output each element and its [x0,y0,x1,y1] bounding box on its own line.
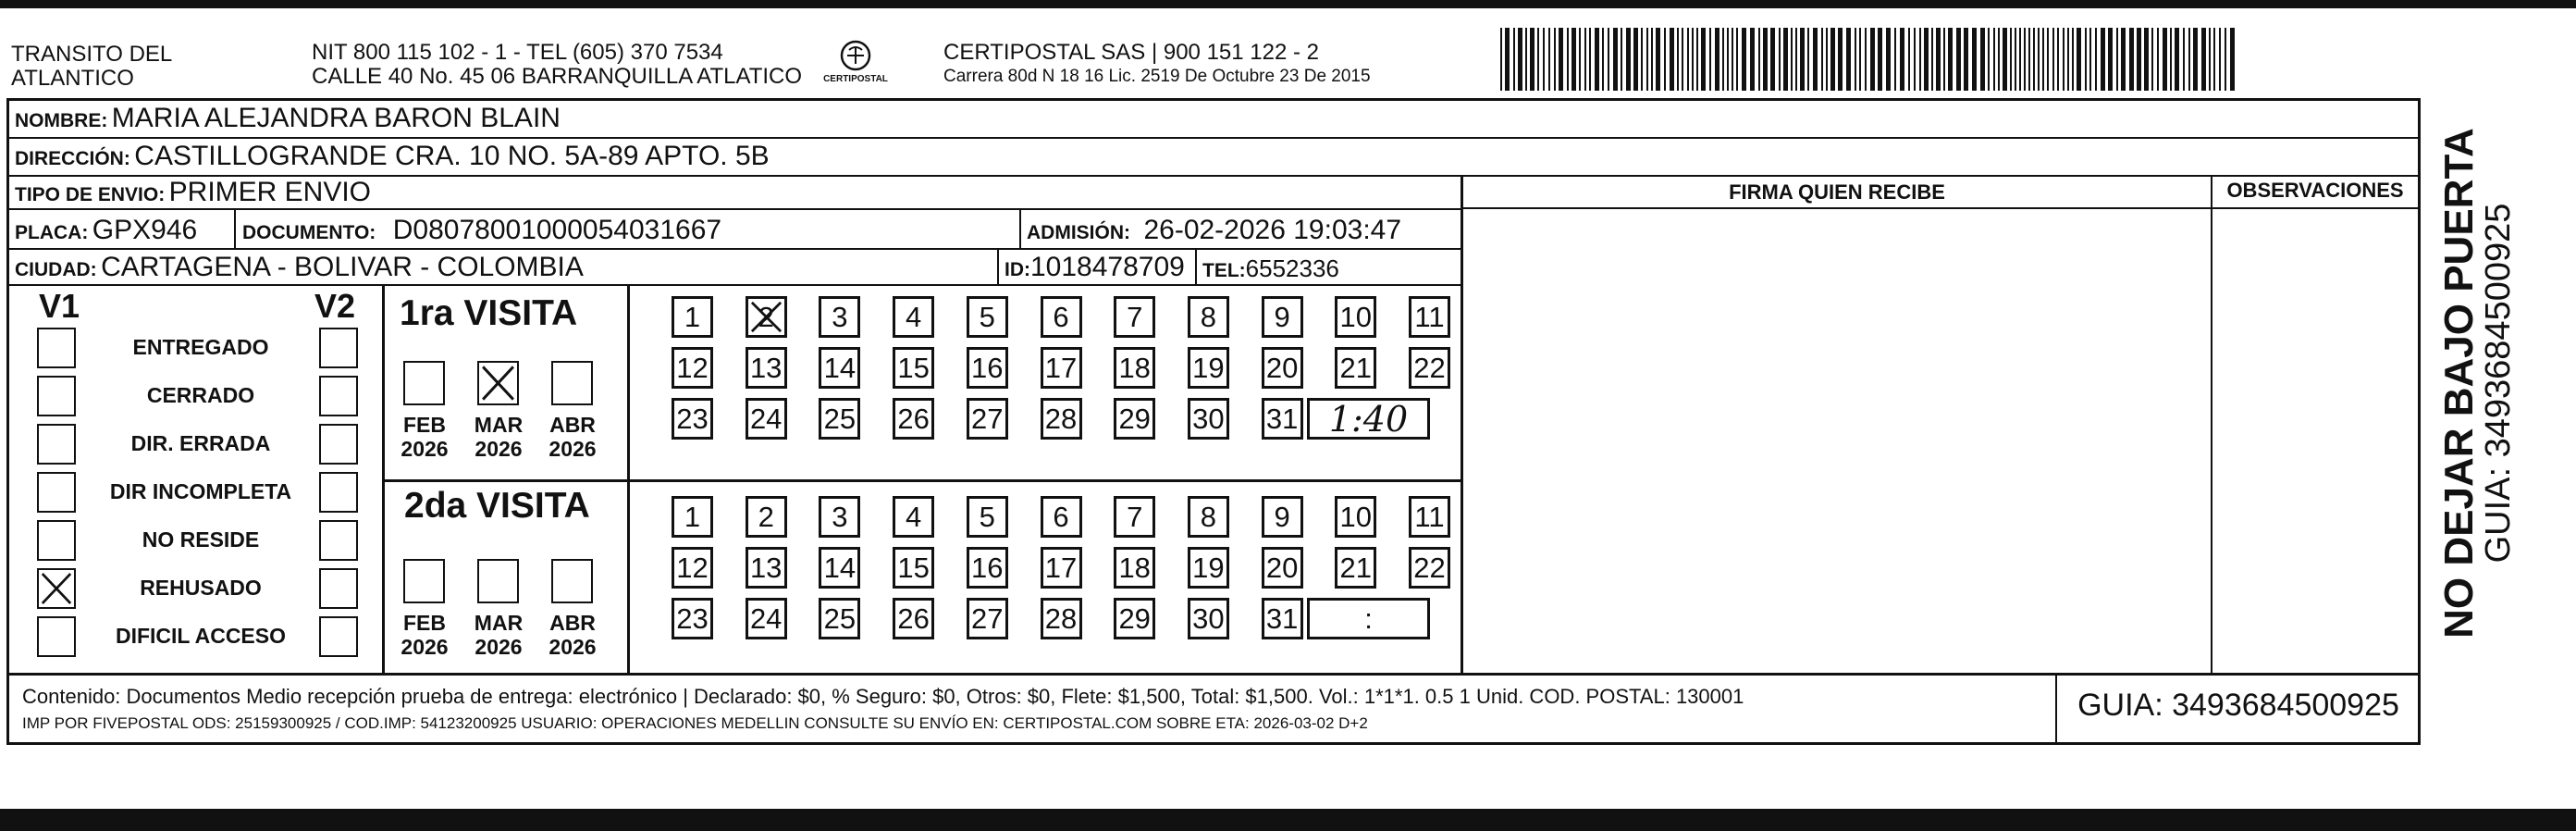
visit1-day-number: 1 [684,300,701,333]
visit2-day-box[interactable] [819,598,860,639]
nombre-value: MARIA ALEJANDRA BARON BLAIN [111,103,561,133]
visit2-day-box[interactable] [672,598,713,639]
footer-imp: IMP POR FIVEPOSTAL ODS: 25159300925 / COD.IMP: 54123200925 USUARIO: OPERACIONES MEDELLIN CONSULTE SU ENVÍO EN: CERTIPOSTAL.COM SOBRE ETA: 2026-03-02 D+2 [22,714,1368,732]
visit2-day-number: 29 [1118,602,1151,635]
org-line-2: ATLANTICO [11,66,134,91]
visit1-day-box[interactable] [746,347,787,389]
visit1-day-number: 29 [1118,402,1151,435]
visit1-day-box[interactable] [819,398,860,440]
placa-value: GPX946 [92,215,198,245]
signature-area[interactable] [1464,211,2210,672]
visit2-day-box[interactable] [1114,547,1155,589]
visit1-day-box[interactable] [746,296,787,338]
observaciones-divider [2211,175,2212,675]
logo-text: CERTIPOSTAL [823,74,888,84]
carrier-info [943,41,1371,89]
reason-label: DIFICIL ACCESO [115,624,286,648]
visit1-day-number: 30 [1192,402,1225,435]
visit2-day-box[interactable] [1409,496,1450,538]
visit1-day-number: 23 [676,402,709,435]
visit1-day-number: 28 [1044,402,1078,435]
month-check-mark [479,363,517,403]
visit1-day-number: 26 [897,402,930,435]
v1-checkbox[interactable] [37,376,76,416]
visit2-day-number: 2 [758,500,774,533]
bottom-border [0,809,2576,831]
tipo-value: PRIMER ENVIO [168,177,372,207]
visit2-day-box[interactable] [1409,547,1450,589]
v1-checkbox[interactable] [37,616,76,657]
visit1-day-number: 18 [1118,351,1151,384]
visit1-day-box[interactable] [1188,347,1229,389]
visit2-day-box[interactable] [1262,547,1303,589]
handwritten-time: 1:40 [1328,398,1409,440]
visit2-day-box[interactable] [967,547,1008,589]
visit1-day-box[interactable] [1188,296,1229,338]
visit1-day-box[interactable] [819,347,860,389]
placa-label: PLACA: [15,222,89,243]
visit1-day-number: 9 [1274,300,1290,333]
visit1-day-box[interactable] [1262,347,1303,389]
documento-value: D08078001000054031667 [392,215,722,245]
visit2-time-box[interactable] [1307,598,1430,639]
visit1-day-number: 25 [823,402,857,435]
day-check-mark [748,299,784,335]
reason-label: DIR. ERRADA [130,431,271,455]
visit1-day-number: 3 [832,300,848,333]
admision-label: ADMISIÓN: [1027,222,1130,243]
visit2-day-box[interactable] [893,598,934,639]
visit1-day-number: 31 [1265,402,1299,435]
visit2-day-number: 4 [905,500,922,533]
visit2-day-box[interactable] [967,496,1008,538]
visit2-day-box[interactable] [1188,598,1229,639]
visit2-day-box[interactable] [1114,496,1155,538]
visit1-day-number: 2 [758,300,774,333]
visit2-day-box[interactable] [746,598,787,639]
visit2-day-number: 9 [1274,500,1290,533]
visit2-day-number: 8 [1200,500,1217,533]
row-line-1 [6,137,2420,139]
v1-label: V1 [39,287,80,325]
visit2-day-number: 25 [823,602,857,635]
visit2-month-label: MAR 2026 [474,611,524,659]
visit1-day-number: 16 [971,351,1004,384]
visit2-day-number: 10 [1339,500,1373,533]
visit2-day-box[interactable] [967,598,1008,639]
visit2-title: 2da VISITA [404,486,590,526]
visit2-day-number: 5 [979,500,995,533]
visit1-day-box[interactable] [746,398,787,440]
visit2-day-box[interactable] [893,547,934,589]
tel-label: TEL: [1202,260,1246,281]
visit1-day-number: 8 [1200,300,1217,333]
visit1-month-label: ABR 2026 [548,413,597,461]
firma-left-divider [1461,175,1463,675]
visit1-day-box[interactable] [1409,296,1450,338]
top-border [0,0,2576,8]
visit1-day-number: 10 [1339,300,1373,333]
visit1-day-box[interactable] [1041,398,1082,440]
visit1-day-number: 22 [1413,351,1446,384]
reason-label: ENTREGADO [132,335,269,359]
org-contact [312,41,802,89]
visit1-day-number: 24 [749,402,783,435]
visit2-day-number: 28 [1044,602,1078,635]
form-border-top [6,98,2420,101]
visit1-day-number: 4 [905,300,922,333]
visit1-day-number: 21 [1339,351,1373,384]
visit1-day-box[interactable] [1335,347,1376,389]
visit2-day-box[interactable] [746,547,787,589]
reason-label: REHUSADO [140,576,262,600]
visit2-day-box[interactable] [1041,547,1082,589]
org-name [11,43,172,91]
footer-guia-divider [2055,673,2057,743]
ciudad-value: CARTAGENA - BOLIVAR - COLOMBIA [101,252,584,282]
visit1-month-checkbox[interactable] [477,361,519,405]
visit2-day-number: 15 [897,551,930,584]
org-address: CALLE 40 No. 45 06 BARRANQUILLA ATLATICO [312,64,803,89]
documento-label: DOCUMENTO: [242,222,376,243]
visit2-day-box[interactable] [1188,547,1229,589]
v2-checkbox[interactable] [319,328,358,368]
visit1-day-number: 13 [749,351,783,384]
side-guia: GUIA: 3493684500925 [2479,203,2518,564]
visit2-day-box[interactable] [1188,496,1229,538]
visit1-day-box[interactable] [672,296,713,338]
reason-label: DIR INCOMPLETA [109,479,292,503]
id-label: ID: [1005,259,1030,280]
visit1-title: 1ra VISITA [400,293,578,333]
v1-checkbox[interactable] [37,328,76,368]
direccion-value: CASTILLOGRANDE CRA. 10 NO. 5A-89 APTO. 5B [134,141,770,171]
row-line-3 [6,208,1461,210]
visit2-day-box[interactable] [819,547,860,589]
direccion-label: DIRECCIÓN: [15,148,130,169]
visit1-month-label: MAR 2026 [474,413,524,461]
admision-value: 26-02-2026 19:03:47 [1143,215,1402,245]
visit1-day-box[interactable] [967,398,1008,440]
v2-checkbox[interactable] [319,376,358,416]
row-line-5 [6,284,1461,286]
observaciones-area[interactable] [2213,211,2417,672]
visit1-day-box[interactable] [1262,296,1303,338]
visit2-day-number: 7 [1127,500,1143,533]
visit1-day-number: 12 [676,351,709,384]
v2-checkbox[interactable] [319,472,358,513]
visit2-day-number: 21 [1339,551,1373,584]
visit2-day-number: 20 [1265,551,1299,584]
visit1-day-box[interactable] [819,296,860,338]
v2-checkbox[interactable] [319,568,358,609]
visit2-day-number: 14 [823,551,857,584]
visit1-day-number: 6 [1053,300,1069,333]
admision-divider [1019,210,1021,249]
visit1-day-box[interactable] [1262,398,1303,440]
visit2-day-box[interactable] [1262,598,1303,639]
footer-line [6,673,2421,676]
visit2-day-number: 16 [971,551,1004,584]
v2-checkbox[interactable] [319,424,358,465]
visit2-day-number: 27 [971,602,1004,635]
nombre-label: NOMBRE: [15,110,108,131]
visit1-month-label: FEB 2026 [401,413,449,461]
visit-divider [382,479,1462,482]
visit2-day-box[interactable] [1335,496,1376,538]
visit2-day-number: 18 [1118,551,1151,584]
id-divider [997,248,999,285]
ciudad-label: CIUDAD: [15,259,97,280]
visit1-day-number: 11 [1414,300,1445,333]
visit2-day-box[interactable] [672,547,713,589]
visit2-day-box[interactable] [672,496,713,538]
firma-header-underline [1461,207,2420,209]
visit2-day-box[interactable] [893,496,934,538]
visit1-day-number: 14 [823,351,857,384]
visit2-day-box[interactable] [1262,496,1303,538]
tel-row [1202,254,1339,283]
reason-label: CERRADO [146,383,255,407]
visit2-day-box[interactable] [746,496,787,538]
id-row [1005,252,1185,283]
visit1-month-checkbox[interactable] [551,361,593,405]
side-warning: NO DEJAR BAJO PUERTA [2436,128,2482,639]
nit-line: NIT 800 115 102 - 1 - TEL (605) 370 7534 [312,40,723,65]
visit1-day-box[interactable] [1409,347,1450,389]
direccion-row [15,141,770,172]
certipostal-logo [814,37,897,96]
visit1-day-box[interactable] [1335,296,1376,338]
visit1-day-number: 15 [897,351,930,384]
visit1-day-box[interactable] [893,398,934,440]
form-border-bottom [6,742,2421,745]
footer-contenido: Contenido: Documentos Medio recepción prueba de entrega: electrónico | Declarado: $0, % Seguro: $0, Otros: $0, Flete: $1,500, Total: $1,500. Vol.: 1*1*1. 0.5 1 Unid. COD. POSTAL: 130001 [22,685,1744,708]
visit1-day-box[interactable] [1114,296,1155,338]
admision-row [1027,215,1401,246]
visit2-day-number: 6 [1053,500,1069,533]
row-line-4 [6,248,1461,250]
visit1-day-number: 17 [1044,351,1078,384]
v1-checkbox[interactable] [37,520,76,561]
carrier-address: Carrera 80d N 18 16 Lic. 2519 De Octubre 23 De 2015 [943,67,1371,86]
visit1-day-box[interactable] [967,347,1008,389]
visit2-day-box[interactable] [1041,598,1082,639]
barcode [1500,28,2237,91]
firma-header: FIRMA QUIEN RECIBE [1729,180,1945,204]
visit1-time-box[interactable] [1307,398,1430,440]
visit1-day-box[interactable] [672,398,713,440]
visit2-day-number: 3 [832,500,848,533]
visit1-day-box[interactable] [672,347,713,389]
org-line-1: TRANSITO DEL [11,42,173,67]
visit2-day-number: 26 [897,602,930,635]
visit2-day-number: 31 [1265,602,1299,635]
tipo-row [15,177,371,208]
visit1-day-box[interactable] [1114,398,1155,440]
visit1-day-box[interactable] [893,347,934,389]
v2-checkbox[interactable] [319,520,358,561]
visit1-day-number: 7 [1127,300,1143,333]
visit2-day-number: 17 [1044,551,1078,584]
v1-check-mark [39,570,74,607]
observaciones-header: OBSERVACIONES [2226,179,2404,202]
v2-label: V2 [314,287,356,325]
v1-checkbox[interactable] [37,568,76,609]
nombre-row [15,103,561,134]
id-value: 1018478709 [1030,252,1185,282]
visit2-day-box[interactable] [1335,547,1376,589]
visit2-day-box[interactable] [1041,496,1082,538]
visit1-day-box[interactable] [1041,296,1082,338]
time-placeholder: : [1364,602,1373,635]
visit1-day-number: 20 [1265,351,1299,384]
v2-checkbox[interactable] [319,616,358,657]
visit1-day-box[interactable] [1188,398,1229,440]
visit2-month-label: ABR 2026 [548,611,597,659]
visit1-day-number: 5 [979,300,995,333]
visit2-day-number: 24 [749,602,783,635]
visit1-day-number: 27 [971,402,1004,435]
documento-row [242,215,721,246]
ciudad-row [15,252,584,283]
visit2-day-box[interactable] [1114,598,1155,639]
visit2-day-number: 19 [1192,551,1225,584]
visit2-month-label: FEB 2026 [401,611,449,659]
carrier-line: CERTIPOSTAL SAS | 900 151 122 - 2 [943,40,1319,65]
v1-checkbox[interactable] [37,472,76,513]
placa-divider [234,210,236,249]
visit1-day-box[interactable] [1041,347,1082,389]
visit2-day-number: 23 [676,602,709,635]
visit1-day-box[interactable] [893,296,934,338]
footer-guia: GUIA: 3493684500925 [2077,688,2399,723]
visit2-day-number: 1 [684,500,701,533]
visit2-month-checkbox[interactable] [477,559,519,603]
placa-row [15,215,197,246]
visit1-day-box[interactable] [1114,347,1155,389]
tel-divider [1195,248,1197,285]
visit1-day-number: 19 [1192,351,1225,384]
form-border-left [6,98,9,745]
visit1-day-box[interactable] [967,296,1008,338]
visit2-day-box[interactable] [819,496,860,538]
visit2-day-number: 11 [1414,500,1445,533]
visit2-day-number: 22 [1413,551,1446,584]
tel-value: 6552336 [1245,254,1339,282]
visit2-month-checkbox[interactable] [551,559,593,603]
visit2-day-number: 12 [676,551,709,584]
visit2-day-number: 30 [1192,602,1225,635]
tipo-label: TIPO DE ENVIO: [15,184,166,205]
form-border-right [2418,98,2421,742]
reason-label: NO RESIDE [142,527,260,552]
visit1-month-checkbox[interactable] [403,361,445,405]
v1-checkbox[interactable] [37,424,76,465]
visit2-month-checkbox[interactable] [403,559,445,603]
visit2-day-number: 13 [749,551,783,584]
